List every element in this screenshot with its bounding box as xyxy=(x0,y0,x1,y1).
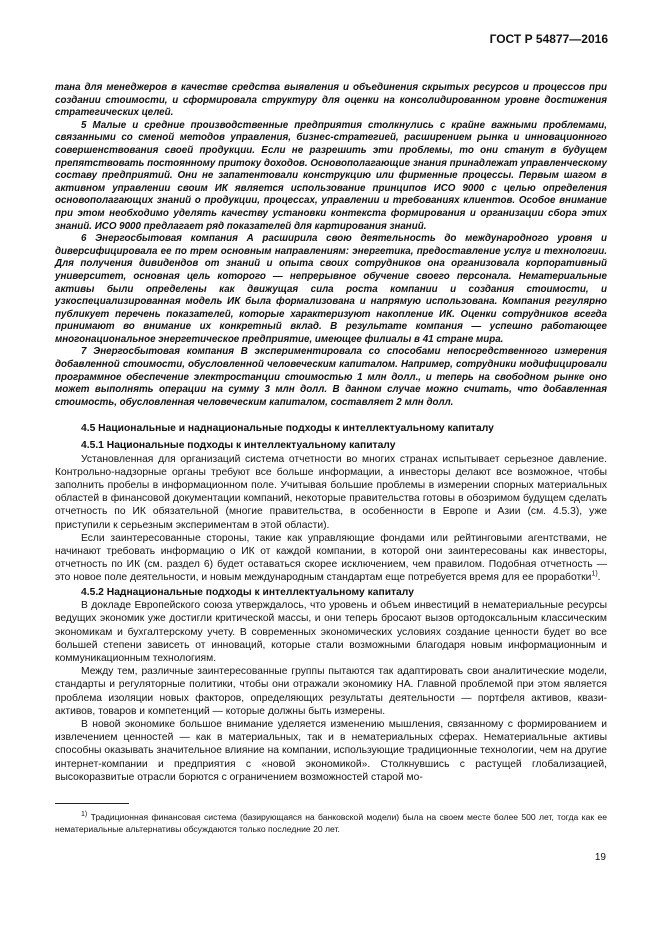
italic-paragraph-example-5: 5 Малые и средние производственные предприятия столкнулись с крайне важными проблемами, связанными со сменой методов управления, бизнес-стратегией, расширением рынка и инновационного совершенствования своей продукции. Если не разрешить эти проблемы, то они станут в будущем препятствовать постоянному притоку доходов. Основополагающие знания принадлежат управленческому составу предприятий. Они не запатентовали конструкцию или фирменные процессы. Первым шагом в активном управлении своим ИК является использование принципов ИСО 9000 с целью определения основополагающих знаний о продукции, процессах, управлении и требованиях клиентов. Особое внимание при этом необходимо уделять качеству установки контекста формирования и организации сбора этих знаний. ИСО 9000 предлагает ряд показателей для картирования знаний. xyxy=(55,119,607,232)
section-heading-4-5-2: 4.5.2 Наднациональные подходы к интеллектуальному капиталу xyxy=(81,586,414,598)
italic-paragraph-example-7: 7 Энергосбытовая компания В экспериментировала со способами непосредственного измерения добавленной стоимости, обусловленной человеческим капиталом. Например, сотрудники модифицировали программное обеспечение электростанции стоимостью 1 млн долл., и теперь на свободном рынке оно может выполнять операции на сумму 3 млн долл. В данном случае можно считать, что добавленная стоимость, обусловленная человеческим капиталом, составляет 2 млн долл. xyxy=(55,346,607,408)
body-paragraph: В докладе Европейского союза утверждалось, что уровень и объем инвестиций в нематериальные ресурсы ведущих экономик уже достигли критической массы, и они теперь бросают вызов ортодоксальным классическим экономикам и бухгалтерскому учету. В современных экономических условиях создание ценности будет во все большей степени зависеть от инноваций, которые стали возможными благодаря новым информационным и коммуникационным технологиям. xyxy=(55,600,607,665)
body-paragraph: Установленная для организаций система отчетности во многих странах испытывает серьезное давление. Контрольно-надзорные органы требуют все больше информации, а инвесторы делают все возможное, чтобы заполнить пробелы в информационном поле. Учитывая большие проблемы в измерении спорных материальных областей в финансовой документации компаний, некоторые правительства готовы в обозримом будущем сделать отчетность по ИК обязательной (многие правительства, в особенности в Европе и Азии (см. 4.5.3), уже приступили к серьезным экспериментам в этой области). xyxy=(55,453,607,531)
italic-paragraph-example-6: 6 Энергосбытовая компания А расширила свою деятельность до международного уровня и диверсифицировала ее по трем основным направлениям: энергетика, предоставление услуг и технологии. Для получения дивидендов от знаний и опыта своих сотрудников она организовала корпоративный университет, основная цель которого — непрерывное обучение своего персонала. Нематериальные активы были определены как движущая сила роста компании и создания стоимости, и узкоспециализированная модель ИК была формализована и напрямую использована. Компания регулярно публикует перечень показателей, которые характеризуют накопление ИК. Оценки сотрудников всегда принимают во внимание их конкретный вклад. В результате компания — успешно работающее многонациональное энергетическое предприятие, имеющее филиалы в 41 стране мира. xyxy=(55,233,607,345)
body-paragraph: Между тем, различные заинтересованные группы пытаются так адаптировать свои аналитические модели, стандарты и регуляторные политики, чтобы они отражали экономику НА. Главной проблемой при этом является проблема изоляции новых факторов, определяющих результаты деятельности — портфеля активов, квази-активов, товаров и компетенций — которые должны быть измерены. xyxy=(55,666,607,717)
section-heading-4-5-1: 4.5.1 Национальные подходы к интеллектуальному капиталу xyxy=(81,440,396,452)
footnote-reference: 1) xyxy=(591,571,598,579)
footnote xyxy=(55,812,607,835)
footnote-marker: 1) xyxy=(81,811,88,819)
body-paragraph-text: Если заинтересованные стороны, такие как управляющие фондами или рейтинговыми агентствами, не начинают требовать информацию о ИК от каждой компании, в которой они заинтересованы как инвесторы, отчетность по ИК (см. раздел 6) будет оставаться скорее исключением, чем правилом. Подобная отчетность — это новое поле деятельности, и новым международным стандартам еще потребуется время для ее проработки xyxy=(55,532,607,584)
italic-paragraph-continued: тана для менеджеров в качестве средства выявления и объединения скрытых ресурсов и процессов при создании стоимости, и сформировала структуру для оценки на консолидированном уровне достижения стратегических целей. xyxy=(55,82,607,119)
standard-header: ГОСТ Р 54877—2016 xyxy=(489,32,608,46)
page-number: 19 xyxy=(594,852,606,863)
footnote-text: Традиционная финансовая система (базирующаяся на банковской модели) была на своем месте более 500 лет, тогда как ее нематериальные альтернативы обсуждаются только последние 20 лет. xyxy=(55,812,608,834)
trailing-period: . xyxy=(597,572,601,584)
body-paragraph-with-footnote xyxy=(55,532,607,585)
section-heading-4-5: 4.5 Национальные и наднациональные подходы к интеллектуальному капиталу xyxy=(81,423,494,435)
page-content xyxy=(55,82,607,784)
footnote-divider xyxy=(55,803,129,804)
body-paragraph: В новой экономике большое внимание уделяется изменению мышления, связанному с формированием и извлечением ценностей — как в материальных, так и в нематериальных сферах. Нематериальные активы способны оказывать значительное влияние на компании, использующие традиционные технологии, чем на другие интернет-компании и предприятия с «новой экономикой». Столкнувшись с растущей глобализацией, высокоразвитые отрасли борются с ограничением возможностей старой мо- xyxy=(55,719,607,783)
